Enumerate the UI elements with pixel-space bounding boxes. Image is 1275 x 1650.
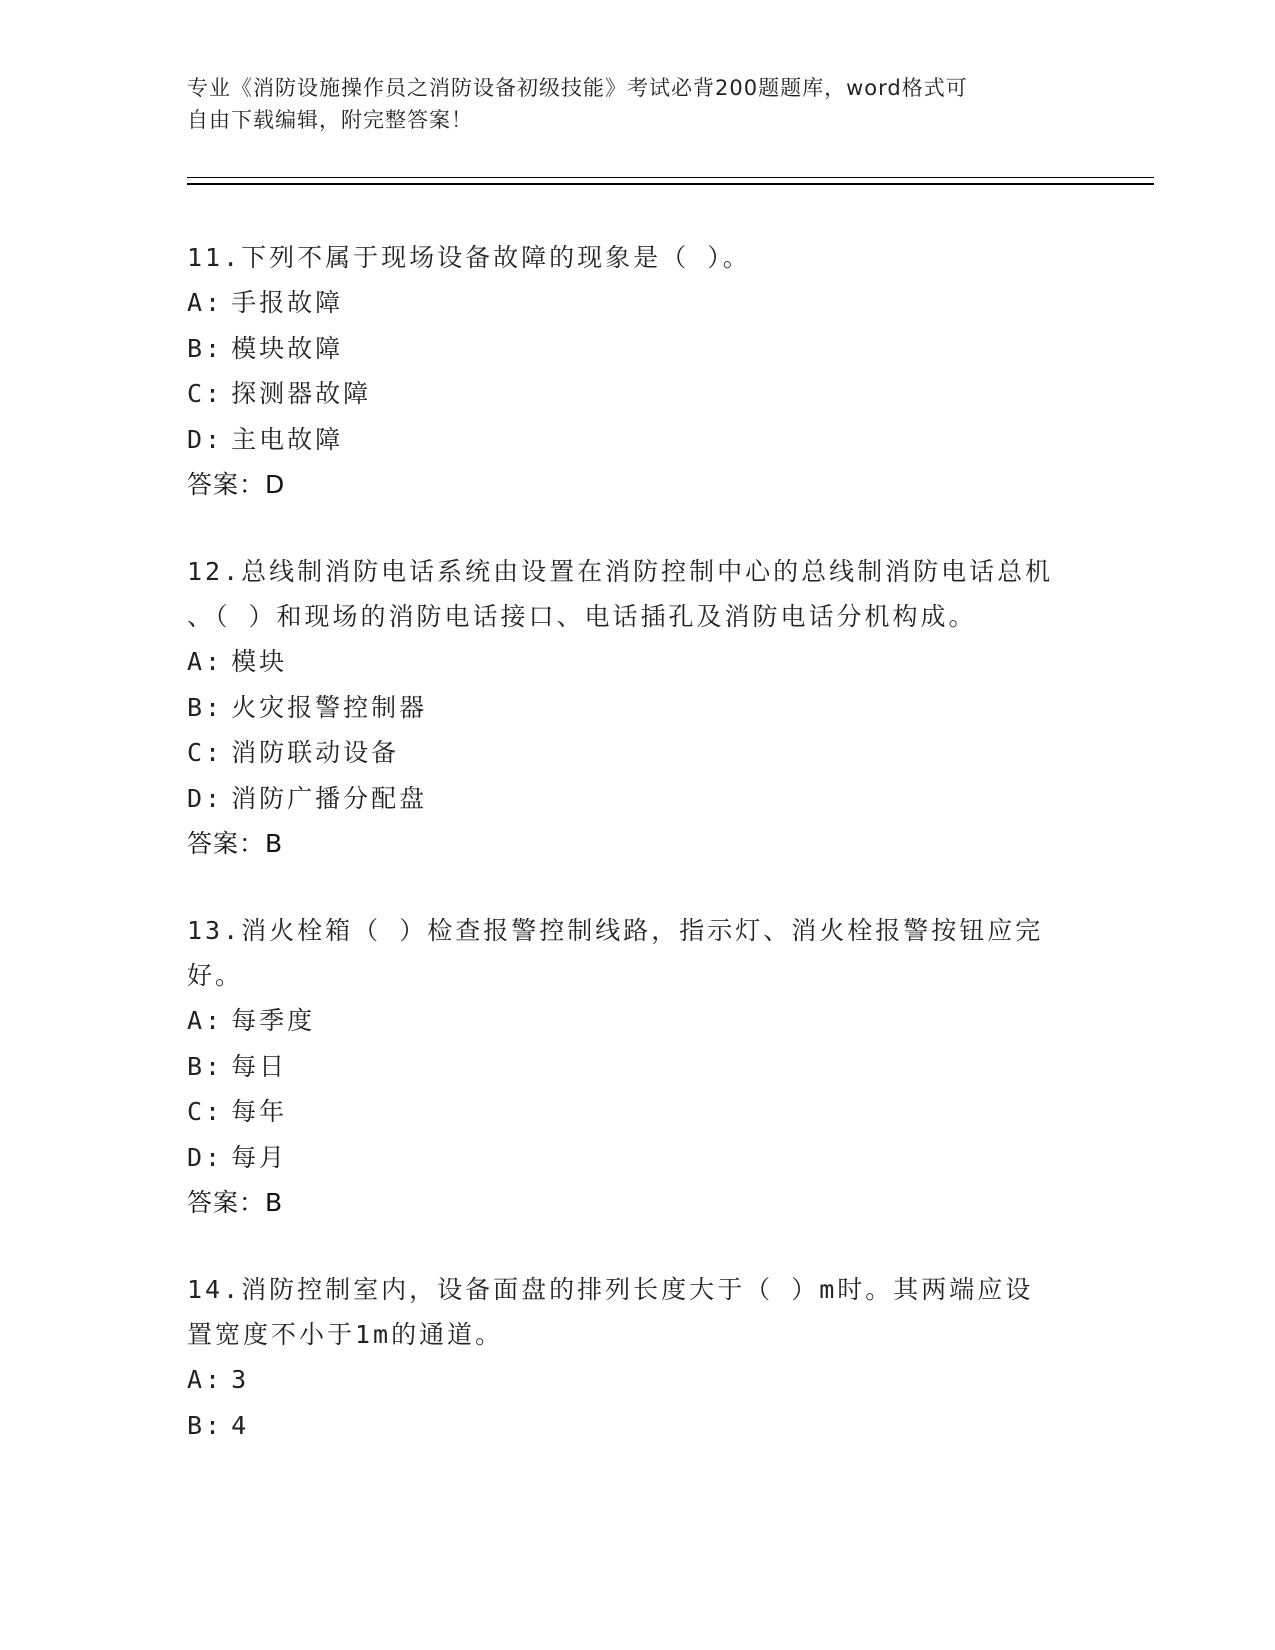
answer-line: 答案：D bbox=[187, 470, 286, 499]
option-text: 3 bbox=[231, 1365, 250, 1394]
option-text: 每日 bbox=[231, 1051, 288, 1081]
option-key: A: bbox=[187, 1365, 224, 1394]
option-text: 每月 bbox=[231, 1142, 288, 1172]
question-list bbox=[187, 235, 1087, 1490]
option-b bbox=[187, 1403, 1087, 1449]
option-b bbox=[187, 685, 1087, 731]
header-divider-thin bbox=[187, 177, 1154, 178]
answer-line: 答案：B bbox=[187, 829, 284, 858]
option-d bbox=[187, 1135, 1087, 1181]
option-key: B: bbox=[187, 692, 224, 722]
option-c bbox=[187, 730, 1087, 776]
option-a bbox=[187, 998, 1087, 1044]
option-key: D: bbox=[187, 783, 224, 813]
question-stem-line-1: 14.消防控制室内，设备面盘的排列长度大于（ ）m时。其两端应设 bbox=[187, 1275, 1034, 1304]
option-text: 4 bbox=[231, 1410, 250, 1440]
option-text: 手报故障 bbox=[231, 288, 344, 317]
option-key: B: bbox=[187, 333, 224, 363]
option-key: A: bbox=[187, 288, 224, 317]
option-text: 模块 bbox=[231, 647, 288, 676]
question-14 bbox=[187, 1267, 1087, 1448]
option-d bbox=[187, 776, 1087, 822]
question-stem-line-2: 、（ ）和现场的消防电话接口、电话插孔及消防电话分机构成。 bbox=[187, 602, 977, 631]
option-text: 消防广播分配盘 bbox=[231, 783, 428, 813]
header-divider-thick bbox=[187, 183, 1154, 185]
answer-line: 答案：B bbox=[187, 1188, 284, 1217]
option-text: 消防联动设备 bbox=[231, 738, 400, 767]
option-a bbox=[187, 639, 1087, 685]
question-stem-line-2: 好。 bbox=[187, 961, 244, 990]
option-key: A: bbox=[187, 647, 224, 676]
question-stem-line-1: 12.总线制消防电话系统由设置在消防控制中心的总线制消防电话总机 bbox=[187, 557, 1054, 586]
question-13 bbox=[187, 908, 1087, 1225]
option-a bbox=[187, 280, 1087, 326]
document-title bbox=[187, 72, 1087, 136]
question-stem-line-1: 13.消火栓箱（ ）检查报警控制线路，指示灯、消火栓报警按钮应完 bbox=[187, 916, 1044, 945]
question-stem-line-2: 置宽度不小于1m的通道。 bbox=[187, 1320, 504, 1349]
option-text: 每季度 bbox=[231, 1006, 316, 1035]
option-c bbox=[187, 1089, 1087, 1135]
title-line-2: 自由下载编辑，附完整答案！ bbox=[187, 108, 473, 132]
option-text: 模块故障 bbox=[231, 333, 344, 363]
option-key: C: bbox=[187, 1097, 224, 1126]
question-11 bbox=[187, 235, 1087, 507]
title-line-1: 专业《消防设施操作员之消防设备初级技能》考试必背200题题库，word格式可 bbox=[187, 76, 968, 100]
option-text: 探测器故障 bbox=[231, 379, 372, 408]
option-text: 主电故障 bbox=[231, 424, 344, 454]
option-a bbox=[187, 1357, 1087, 1403]
option-d bbox=[187, 417, 1087, 463]
option-key: C: bbox=[187, 379, 224, 408]
question-12 bbox=[187, 549, 1087, 866]
option-text: 火灾报警控制器 bbox=[231, 692, 428, 722]
option-key: C: bbox=[187, 738, 224, 767]
option-key: D: bbox=[187, 1142, 224, 1172]
question-stem: 11.下列不属于现场设备故障的现象是（ ）。 bbox=[187, 243, 751, 272]
option-key: A: bbox=[187, 1006, 224, 1035]
option-key: D: bbox=[187, 424, 224, 454]
option-c bbox=[187, 371, 1087, 417]
option-key: B: bbox=[187, 1410, 224, 1440]
option-b bbox=[187, 326, 1087, 372]
option-key: B: bbox=[187, 1051, 224, 1081]
option-text: 每年 bbox=[231, 1097, 288, 1126]
option-b bbox=[187, 1044, 1087, 1090]
